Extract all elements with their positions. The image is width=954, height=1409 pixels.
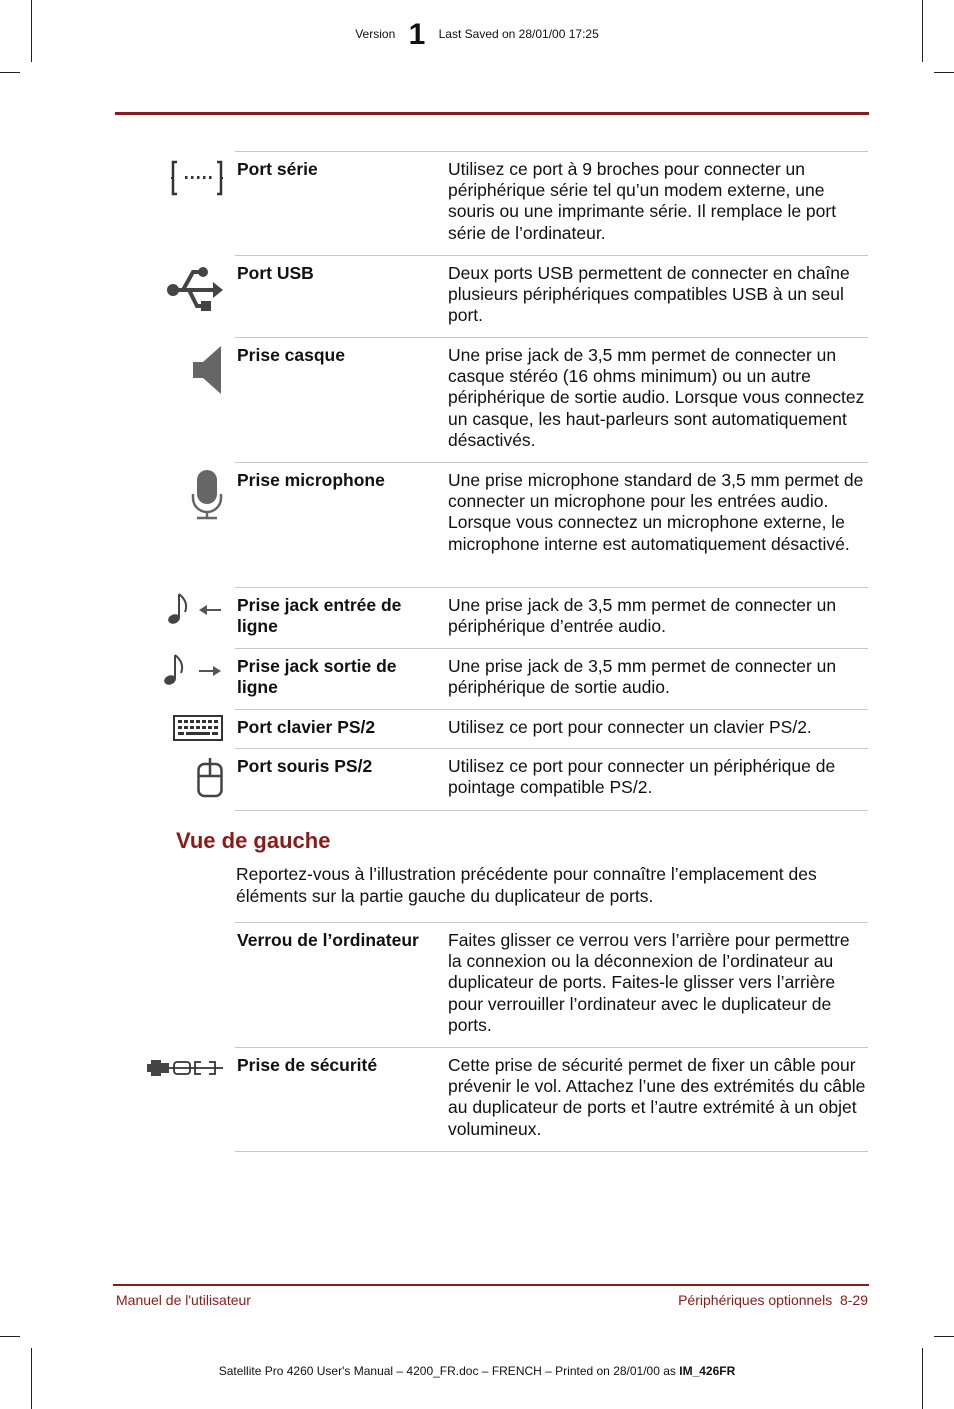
left-view-table [235,922,868,1152]
version-number: 1 [408,18,426,51]
table-row [235,710,868,749]
print-line-text: Satellite Pro 4260 User's Manual – 4200_FR.doc – FRENCH – Printed on 28/01/00 as [218,1364,680,1378]
term-description: Une prise jack de 3,5 mm permet de connecter un périphérique d’entrée audio. [448,595,837,637]
print-line [0,1364,954,1378]
line-out-icon [163,653,223,692]
term-label: Port série [237,159,318,179]
term-description: Cette prise de sécurité permet de fixer un câble pour prévenir le vol. Attachez l’une des extrémités du câble au duplicateur de ports et l’autre extrémité à un objet volumineux. [448,1055,866,1139]
term-label: Prise jack sortie de ligne [237,656,397,697]
term-label: Prise casque [237,345,345,365]
table-row [235,1048,868,1152]
term-description: Une prise microphone standard de 3,5 mm permet de connecter un microphone pour les entrées audio. Lorsque vous connectez un microphone externe, le microphone interne est automatiquement désactivé. [448,470,864,554]
table-row [235,256,868,338]
footer-rule [113,1284,869,1286]
table-row [235,649,868,710]
term-label: Prise de sécurité [237,1055,378,1075]
crop-mark [922,1348,923,1409]
crop-mark [934,72,954,73]
serial-port-icon [171,158,223,203]
microphone-icon [191,470,223,525]
term-label: Port clavier PS/2 [237,717,376,737]
print-line-code: IM_426FR [679,1364,736,1378]
table-row [235,152,868,256]
table-row [235,338,868,463]
table-row [235,463,868,588]
ports-table [235,151,868,811]
top-rule [115,112,869,115]
version-label: Version [355,27,396,41]
speaker-icon [193,346,223,399]
mouse-icon [197,758,223,803]
version-header [0,18,954,52]
term-label: Verrou de l’ordinateur [237,930,419,950]
term-label: Prise microphone [237,470,385,490]
keyboard-icon [173,715,223,746]
usb-icon [165,262,223,319]
footer-right: Périphériques optionnels 8-29 [678,1292,868,1308]
last-saved: Last Saved on 28/01/00 17:25 [438,27,599,41]
term-label: Port souris PS/2 [237,756,373,776]
table-row [235,588,868,649]
term-description: Utilisez ce port pour connecter un clavier PS/2. [448,717,812,737]
crop-mark [31,1348,32,1409]
section-intro: Reportez-vous à l’illustration précédente pour connaître l’emplacement des éléments sur la partie gauche du duplicateur de ports. [236,864,817,906]
footer-left: Manuel de l'utilisateur [116,1292,251,1308]
term-description: Utilisez ce port pour connecter un périphérique de pointage compatible PS/2. [448,756,836,798]
line-in-icon [167,592,223,631]
crop-mark [934,1336,954,1337]
crop-mark [0,72,20,73]
crop-mark [0,1336,20,1337]
term-label: Prise jack entrée de ligne [237,595,402,636]
term-description: Une prise jack de 3,5 mm permet de connecter un périphérique de sortie audio. [448,656,837,698]
section-title: Vue de gauche [176,828,331,853]
security-lock-icon [147,1057,223,1084]
table-row [235,923,868,1048]
term-description: Faites glisser ce verrou vers l’arrière pour permettre la connexion ou la déconnexion de l’ordinateur au duplicateur de ports. Faites-le glisser vers l’arrière pour verrouiller l’ordinateur avec le duplicateur de ports. [448,930,850,1035]
term-description: Utilisez ce port à 9 broches pour connecter un périphérique série tel qu’un modem externe, une souris ou une imprimante série. Il remplace le port série de l’ordinateur. [448,159,837,243]
table-row [235,749,868,811]
term-description: Une prise jack de 3,5 mm permet de connecter un casque stéréo (16 ohms minimum) ou un autre périphérique de sortie audio. Lorsque vous connectez un casque, les haut-parleurs sont automatiquement désactivés. [448,345,865,450]
term-description: Deux ports USB permettent de connecter en chaîne plusieurs périphériques compatibles USB à un seul port. [448,263,850,326]
term-label: Port USB [237,263,314,283]
